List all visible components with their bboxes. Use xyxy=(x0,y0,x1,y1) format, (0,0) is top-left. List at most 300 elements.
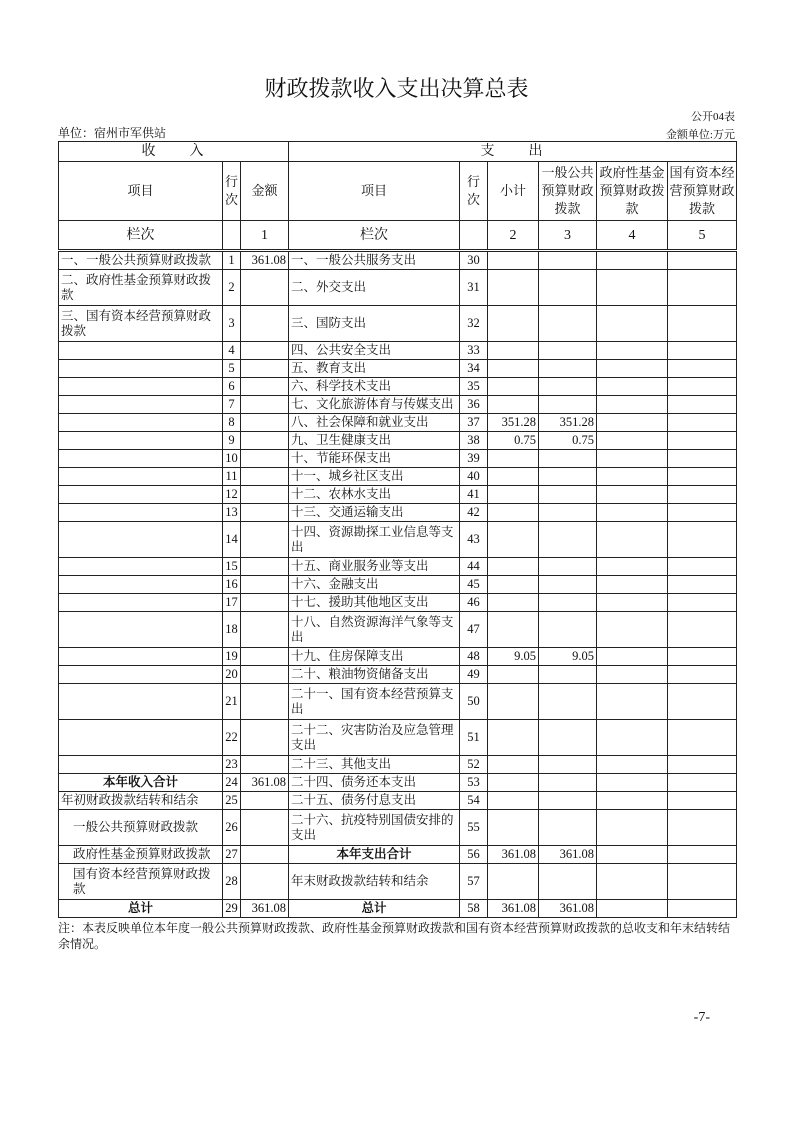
income-line: 14 xyxy=(223,522,241,558)
expense-fund xyxy=(597,468,668,486)
expense-fund xyxy=(597,900,668,918)
expense-subtotal xyxy=(488,450,539,468)
income-item: 年初财政拨款结转和结余 xyxy=(59,792,223,810)
expense-general xyxy=(539,396,597,414)
income-amount xyxy=(241,342,289,360)
income-amount xyxy=(241,810,289,846)
expense-fund xyxy=(597,594,668,612)
expense-subtotal: 361.08 xyxy=(488,846,539,864)
income-item: 本年收入合计 xyxy=(59,774,223,792)
table-row xyxy=(59,792,737,810)
expense-general: 9.05 xyxy=(539,648,597,666)
income-amount xyxy=(241,576,289,594)
expense-item: 二十六、抗疫特别国债安排的支出 xyxy=(289,810,460,846)
expense-line: 31 xyxy=(460,270,488,306)
expense-line: 36 xyxy=(460,396,488,414)
expense-line: 43 xyxy=(460,522,488,558)
expense-subtotal xyxy=(488,468,539,486)
expense-state xyxy=(668,251,737,270)
expense-item: 十四、资源勘探工业信息等支出 xyxy=(289,522,460,558)
lanci-3: 3 xyxy=(539,221,597,251)
table-row xyxy=(59,648,737,666)
expense-state xyxy=(668,270,737,306)
expense-subtotal: 351.28 xyxy=(488,414,539,432)
expense-subtotal xyxy=(488,396,539,414)
table-row xyxy=(59,774,737,792)
income-line: 25 xyxy=(223,792,241,810)
income-line: 20 xyxy=(223,666,241,684)
expense-state xyxy=(668,810,737,846)
expense-state xyxy=(668,612,737,648)
expense-line: 30 xyxy=(460,251,488,270)
form-number: 公开04表 xyxy=(691,111,735,123)
expense-item: 十六、金融支出 xyxy=(289,576,460,594)
income-amount xyxy=(241,846,289,864)
income-line: 10 xyxy=(223,450,241,468)
expense-line: 52 xyxy=(460,756,488,774)
income-line: 23 xyxy=(223,756,241,774)
expense-fund xyxy=(597,306,668,342)
expense-state xyxy=(668,792,737,810)
expense-general xyxy=(539,522,597,558)
expense-item: 十八、自然资源海洋气象等支出 xyxy=(289,612,460,648)
expense-general xyxy=(539,810,597,846)
expense-fund xyxy=(597,270,668,306)
document-body xyxy=(58,141,736,1026)
expense-general xyxy=(539,450,597,468)
expense-line: 53 xyxy=(460,774,488,792)
expense-item: 十二、农林水支出 xyxy=(289,486,460,504)
expense-fund xyxy=(597,360,668,378)
section-income: 收 入 xyxy=(59,142,289,162)
expense-item: 三、国防支出 xyxy=(289,306,460,342)
lanci-4: 4 xyxy=(597,221,668,251)
expense-general xyxy=(539,558,597,576)
table-row xyxy=(59,594,737,612)
expense-fund xyxy=(597,558,668,576)
lanci-2: 2 xyxy=(488,221,539,251)
expense-general xyxy=(539,864,597,900)
expense-line: 54 xyxy=(460,792,488,810)
expense-subtotal xyxy=(488,774,539,792)
income-amount xyxy=(241,666,289,684)
expense-fund xyxy=(597,774,668,792)
expense-fund xyxy=(597,576,668,594)
income-line: 19 xyxy=(223,648,241,666)
income-line: 26 xyxy=(223,810,241,846)
income-amount xyxy=(241,270,289,306)
income-line: 5 xyxy=(223,360,241,378)
expense-line: 49 xyxy=(460,666,488,684)
table-row xyxy=(59,432,737,450)
income-amount xyxy=(241,450,289,468)
expense-fund xyxy=(597,486,668,504)
expense-subtotal xyxy=(488,720,539,756)
expense-line: 51 xyxy=(460,720,488,756)
income-item xyxy=(59,414,223,432)
expense-item: 二、外交支出 xyxy=(289,270,460,306)
table-row xyxy=(59,666,737,684)
income-line: 11 xyxy=(223,468,241,486)
expense-item: 二十四、债务还本支出 xyxy=(289,774,460,792)
expense-subtotal xyxy=(488,522,539,558)
expense-fund xyxy=(597,342,668,360)
expense-fund xyxy=(597,648,668,666)
expense-state xyxy=(668,684,737,720)
table-row xyxy=(59,468,737,486)
expense-subtotal xyxy=(488,612,539,648)
table-row xyxy=(59,720,737,756)
income-item xyxy=(59,396,223,414)
table-row xyxy=(59,342,737,360)
income-item xyxy=(59,522,223,558)
income-item xyxy=(59,504,223,522)
income-item xyxy=(59,594,223,612)
income-amount xyxy=(241,486,289,504)
expense-general xyxy=(539,251,597,270)
expense-general: 351.28 xyxy=(539,414,597,432)
expense-line: 37 xyxy=(460,414,488,432)
income-line: 27 xyxy=(223,846,241,864)
expense-state xyxy=(668,558,737,576)
income-line: 4 xyxy=(223,342,241,360)
income-item xyxy=(59,720,223,756)
table-row xyxy=(59,522,737,558)
income-line: 13 xyxy=(223,504,241,522)
expense-fund xyxy=(597,504,668,522)
income-amount: 361.08 xyxy=(241,900,289,918)
expense-state xyxy=(668,450,737,468)
expense-subtotal xyxy=(488,810,539,846)
income-amount xyxy=(241,756,289,774)
expense-fund xyxy=(597,846,668,864)
lanci-empty2 xyxy=(460,221,488,251)
table-row xyxy=(59,684,737,720)
table-row xyxy=(59,900,737,918)
expense-fund xyxy=(597,414,668,432)
header-line: 行次 xyxy=(223,162,241,221)
income-item xyxy=(59,576,223,594)
income-line: 24 xyxy=(223,774,241,792)
table-row xyxy=(59,450,737,468)
expense-state xyxy=(668,864,737,900)
header-fund: 政府性基金预算财政拨款 xyxy=(597,162,668,221)
header-general: 一般公共预算财政拨款 xyxy=(539,162,597,221)
income-item xyxy=(59,342,223,360)
expense-item: 四、公共安全支出 xyxy=(289,342,460,360)
lanci-5: 5 xyxy=(668,221,737,251)
income-amount xyxy=(241,648,289,666)
expense-general xyxy=(539,486,597,504)
expense-item: 十一、城乡社区支出 xyxy=(289,468,460,486)
expense-general: 361.08 xyxy=(539,900,597,918)
expense-item: 一、一般公共服务支出 xyxy=(289,251,460,270)
table-row xyxy=(59,486,737,504)
income-item: 一般公共预算财政拨款 xyxy=(59,810,223,846)
expense-line: 56 xyxy=(460,846,488,864)
expense-general xyxy=(539,774,597,792)
income-line: 3 xyxy=(223,306,241,342)
income-amount xyxy=(241,684,289,720)
lanci-label2: 栏次 xyxy=(289,221,460,251)
expense-state xyxy=(668,414,737,432)
income-item: 二、政府性基金预算财政拨款 xyxy=(59,270,223,306)
expense-item: 年末财政拨款结转和结余 xyxy=(289,864,460,900)
expense-line: 41 xyxy=(460,486,488,504)
expense-subtotal xyxy=(488,576,539,594)
income-line: 1 xyxy=(223,251,241,270)
expense-fund xyxy=(597,684,668,720)
expense-line: 58 xyxy=(460,900,488,918)
expense-general xyxy=(539,792,597,810)
expense-fund xyxy=(597,756,668,774)
expense-fund xyxy=(597,810,668,846)
expense-state xyxy=(668,360,737,378)
expense-fund xyxy=(597,251,668,270)
expense-state xyxy=(668,720,737,756)
income-amount xyxy=(241,720,289,756)
expense-fund xyxy=(597,666,668,684)
income-line: 15 xyxy=(223,558,241,576)
expense-subtotal xyxy=(488,684,539,720)
income-amount xyxy=(241,360,289,378)
expense-line: 45 xyxy=(460,576,488,594)
expense-line: 57 xyxy=(460,864,488,900)
income-item: 三、国有资本经营预算财政拨款 xyxy=(59,306,223,342)
expense-subtotal xyxy=(488,756,539,774)
expense-line: 40 xyxy=(460,468,488,486)
table-row xyxy=(59,558,737,576)
expense-state xyxy=(668,648,737,666)
table-row xyxy=(59,576,737,594)
header-subtotal: 小计 xyxy=(488,162,539,221)
income-amount xyxy=(241,792,289,810)
expense-line: 48 xyxy=(460,648,488,666)
income-amount xyxy=(241,594,289,612)
expense-line: 34 xyxy=(460,360,488,378)
table-row xyxy=(59,612,737,648)
expense-fund xyxy=(597,450,668,468)
income-item xyxy=(59,666,223,684)
expense-subtotal xyxy=(488,558,539,576)
income-item xyxy=(59,450,223,468)
expense-state xyxy=(668,378,737,396)
section-header-row xyxy=(59,142,737,162)
expense-line: 50 xyxy=(460,684,488,720)
expense-subtotal xyxy=(488,792,539,810)
expense-item: 十三、交通运输支出 xyxy=(289,504,460,522)
expense-fund xyxy=(597,720,668,756)
income-line: 12 xyxy=(223,486,241,504)
income-line: 28 xyxy=(223,864,241,900)
expense-general xyxy=(539,666,597,684)
table-row xyxy=(59,306,737,342)
money-unit-label: 金额单位:万元 xyxy=(665,129,735,141)
expense-fund xyxy=(597,396,668,414)
income-line: 22 xyxy=(223,720,241,756)
income-line: 8 xyxy=(223,414,241,432)
expense-state xyxy=(668,432,737,450)
expense-general xyxy=(539,378,597,396)
income-item xyxy=(59,432,223,450)
income-line: 7 xyxy=(223,396,241,414)
lanci-row xyxy=(59,221,737,251)
expense-subtotal xyxy=(488,360,539,378)
expense-subtotal xyxy=(488,486,539,504)
table-row xyxy=(59,846,737,864)
expense-line: 47 xyxy=(460,612,488,648)
expense-state xyxy=(668,846,737,864)
expense-item: 十九、住房保障支出 xyxy=(289,648,460,666)
expense-state xyxy=(668,522,737,558)
income-line: 2 xyxy=(223,270,241,306)
expense-item: 十五、商业服务业等支出 xyxy=(289,558,460,576)
expense-general xyxy=(539,270,597,306)
income-item xyxy=(59,360,223,378)
income-amount xyxy=(241,396,289,414)
expense-fund xyxy=(597,522,668,558)
income-amount xyxy=(241,864,289,900)
footnote: 注：本表反映单位本年度一般公共预算财政拨款、政府性基金预算财政拨款和国有资本经营预算财政拨款的总收支和年末结转结余情况。 xyxy=(58,921,731,951)
expense-item: 十七、援助其他地区支出 xyxy=(289,594,460,612)
income-item: 总计 xyxy=(59,900,223,918)
expense-general xyxy=(539,756,597,774)
table-row xyxy=(59,756,737,774)
expense-subtotal: 0.75 xyxy=(488,432,539,450)
income-amount xyxy=(241,504,289,522)
table-row xyxy=(59,270,737,306)
income-item xyxy=(59,378,223,396)
expense-line: 32 xyxy=(460,306,488,342)
income-item xyxy=(59,648,223,666)
expense-item: 十、节能环保支出 xyxy=(289,450,460,468)
income-item xyxy=(59,684,223,720)
expense-general xyxy=(539,594,597,612)
header-item2: 项目 xyxy=(289,162,460,221)
income-amount xyxy=(241,378,289,396)
income-amount xyxy=(241,432,289,450)
income-amount: 361.08 xyxy=(241,251,289,270)
expense-item: 九、卫生健康支出 xyxy=(289,432,460,450)
expense-line: 33 xyxy=(460,342,488,360)
expense-general xyxy=(539,612,597,648)
header-amount: 金额 xyxy=(241,162,289,221)
expense-general xyxy=(539,684,597,720)
expense-line: 35 xyxy=(460,378,488,396)
expense-state xyxy=(668,576,737,594)
column-header-row xyxy=(59,162,737,221)
income-item xyxy=(59,612,223,648)
expense-fund xyxy=(597,432,668,450)
table-row xyxy=(59,810,737,846)
summary-table xyxy=(58,141,737,918)
expense-subtotal xyxy=(488,306,539,342)
expense-state xyxy=(668,900,737,918)
expense-general xyxy=(539,306,597,342)
expense-item: 八、社会保障和就业支出 xyxy=(289,414,460,432)
page-title: 财政拨款收入支出决算总表 xyxy=(264,76,529,101)
expense-item: 二十二、灾害防治及应急管理支出 xyxy=(289,720,460,756)
expense-subtotal xyxy=(488,864,539,900)
income-amount: 361.08 xyxy=(241,774,289,792)
expense-state xyxy=(668,342,737,360)
unit-label: 单位：宿州市军供站 xyxy=(58,126,167,140)
table-row xyxy=(59,414,737,432)
income-amount xyxy=(241,468,289,486)
expense-state xyxy=(668,306,737,342)
expense-subtotal xyxy=(488,666,539,684)
expense-fund xyxy=(597,864,668,900)
expense-general xyxy=(539,504,597,522)
income-line: 16 xyxy=(223,576,241,594)
expense-line: 39 xyxy=(460,450,488,468)
expense-subtotal xyxy=(488,504,539,522)
section-expense: 支 出 xyxy=(289,142,737,162)
expense-state xyxy=(668,486,737,504)
table-row xyxy=(59,360,737,378)
header-line2: 行次 xyxy=(460,162,488,221)
expense-item: 本年支出合计 xyxy=(289,846,460,864)
income-line: 18 xyxy=(223,612,241,648)
expense-fund xyxy=(597,612,668,648)
expense-state xyxy=(668,594,737,612)
lanci-1: 1 xyxy=(241,221,289,251)
expense-general xyxy=(539,468,597,486)
income-item xyxy=(59,558,223,576)
expense-item: 二十、粮油物资储备支出 xyxy=(289,666,460,684)
table-row xyxy=(59,251,737,270)
income-item xyxy=(59,468,223,486)
table-row xyxy=(59,378,737,396)
expense-state xyxy=(668,468,737,486)
expense-item: 总计 xyxy=(289,900,460,918)
expense-item: 二十三、其他支出 xyxy=(289,756,460,774)
expense-general: 0.75 xyxy=(539,432,597,450)
income-item: 一、一般公共预算财政拨款 xyxy=(59,251,223,270)
expense-subtotal xyxy=(488,378,539,396)
income-line: 17 xyxy=(223,594,241,612)
table-row xyxy=(59,396,737,414)
expense-item: 六、科学技术支出 xyxy=(289,378,460,396)
expense-line: 55 xyxy=(460,810,488,846)
expense-item: 二十五、债务付息支出 xyxy=(289,792,460,810)
income-line: 21 xyxy=(223,684,241,720)
expense-subtotal xyxy=(488,251,539,270)
income-item xyxy=(59,486,223,504)
expense-subtotal xyxy=(488,270,539,306)
expense-subtotal: 9.05 xyxy=(488,648,539,666)
lanci-empty xyxy=(223,221,241,251)
income-item xyxy=(59,756,223,774)
expense-state xyxy=(668,504,737,522)
income-line: 9 xyxy=(223,432,241,450)
income-amount xyxy=(241,522,289,558)
expense-line: 46 xyxy=(460,594,488,612)
income-item: 国有资本经营预算财政拨款 xyxy=(59,864,223,900)
expense-state xyxy=(668,666,737,684)
table-row xyxy=(59,864,737,900)
header-item: 项目 xyxy=(59,162,223,221)
income-amount xyxy=(241,306,289,342)
income-line: 6 xyxy=(223,378,241,396)
expense-fund xyxy=(597,378,668,396)
expense-subtotal xyxy=(488,342,539,360)
expense-line: 38 xyxy=(460,432,488,450)
expense-subtotal: 361.08 xyxy=(488,900,539,918)
expense-general xyxy=(539,342,597,360)
expense-subtotal xyxy=(488,594,539,612)
income-amount xyxy=(241,414,289,432)
